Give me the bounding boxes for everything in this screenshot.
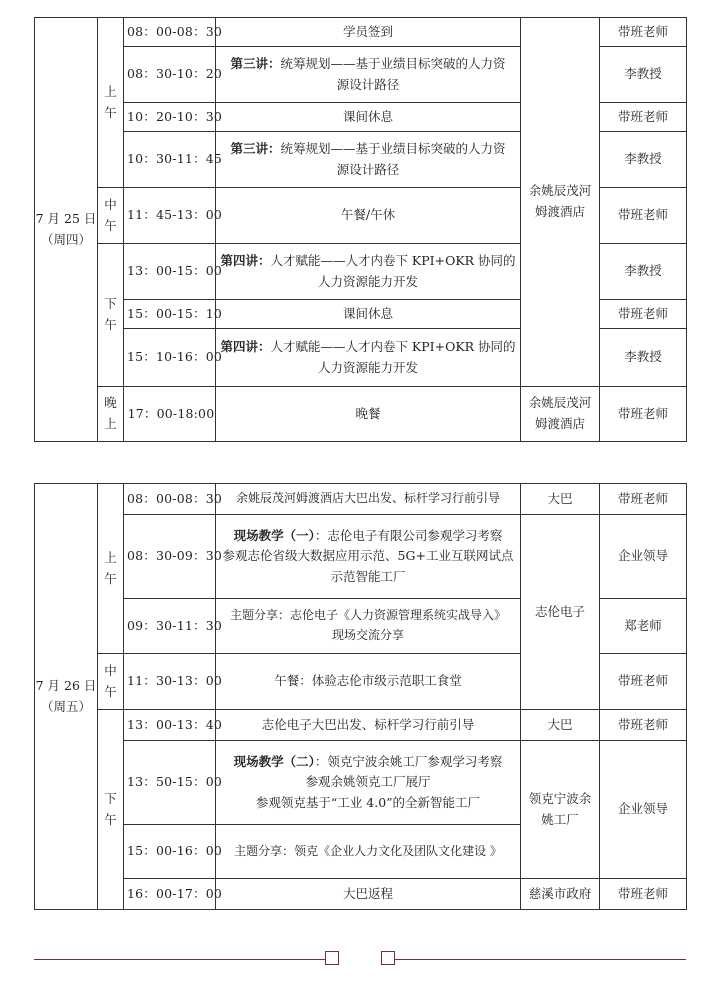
- time-cell: 15：00-15：10: [124, 300, 216, 329]
- schedule-table-day1: [34, 17, 687, 442]
- date-cell: 7 月 25 日 （周四）: [35, 18, 98, 442]
- time-cell: 11：30-13：00: [124, 654, 216, 710]
- segment-morning: 上 午: [98, 18, 124, 188]
- teacher-cell: 带班老师: [600, 300, 687, 329]
- time-cell: 08：30-10：20: [124, 47, 216, 103]
- teacher-cell: 带班老师: [600, 387, 687, 442]
- segment-afternoon: 下 午: [98, 244, 124, 387]
- content-cell: 课间休息: [216, 103, 521, 132]
- content-cell: 午餐/午休: [216, 188, 521, 244]
- time-cell: 09：30-11：30: [124, 599, 216, 654]
- location-cell: 慈溪市政府: [521, 879, 600, 910]
- teacher-cell: 带班老师: [600, 484, 687, 515]
- time-cell: 17：00-18:00: [124, 387, 216, 442]
- footer-line-left: [34, 959, 325, 960]
- teacher-cell: 李教授: [600, 244, 687, 300]
- teacher-cell: 李教授: [600, 47, 687, 103]
- content-cell: 晚餐: [216, 387, 521, 442]
- date-cell: 7 月 26 日 （周五）: [35, 484, 98, 910]
- schedule-table-day2: [34, 483, 687, 910]
- teacher-cell: 带班老师: [600, 654, 687, 710]
- location-cell: 大巴: [521, 710, 600, 741]
- segment-noon: 中 午: [98, 654, 124, 710]
- content-cell: 课间休息: [216, 300, 521, 329]
- teacher-cell: 带班老师: [600, 879, 687, 910]
- content-cell: 学员签到: [216, 18, 521, 47]
- footer-divider: [34, 959, 686, 960]
- time-cell: 08：30-09：30: [124, 515, 216, 599]
- content-cell: 主题分享：志伦电子《人力资源管理系统实战导入》 现场交流分享: [216, 599, 521, 654]
- content-cell: 午餐：体验志伦市级示范职工食堂: [216, 654, 521, 710]
- time-cell: 08：00-08：30: [124, 18, 216, 47]
- location-cell: 志伦电子: [521, 515, 600, 710]
- content-cell: 第三讲：统筹规划——基于业绩目标突破的人力资 源设计路径: [216, 132, 521, 188]
- segment-morning: 上 午: [98, 484, 124, 654]
- location-cell: 余姚辰茂河 姆渡酒店: [521, 387, 600, 442]
- time-cell: 13：50-15：00: [124, 741, 216, 825]
- content-cell: 现场教学（一）：志伦电子有限公司参观学习考察 参观志伦省级大数据应用示范、5G+工业互联网试点 示范智能工厂: [216, 515, 521, 599]
- teacher-cell: 带班老师: [600, 18, 687, 47]
- teacher-cell: 企业领导: [600, 741, 687, 879]
- segment-evening: 晚 上: [98, 387, 124, 442]
- teacher-cell: 企业领导: [600, 515, 687, 599]
- content-cell: 主题分享：领克《企业人力文化及团队文化建设 》: [216, 825, 521, 879]
- teacher-cell: 带班老师: [600, 710, 687, 741]
- time-cell: 13：00-15：00: [124, 244, 216, 300]
- teacher-cell: 带班老师: [600, 188, 687, 244]
- content-cell: 第四讲：人才赋能——人才内卷下 KPI+OKR 协同的 人力资源能力开发: [216, 244, 521, 300]
- content-cell: 志伦电子大巴出发、标杆学习行前引导: [216, 710, 521, 741]
- time-cell: 11：45-13：00: [124, 188, 216, 244]
- teacher-cell: 带班老师: [600, 103, 687, 132]
- content-cell: 余姚辰茂河姆渡酒店大巴出发、标杆学习行前引导: [216, 484, 521, 515]
- time-cell: 15：10-16：00: [124, 329, 216, 387]
- segment-noon: 中 午: [98, 188, 124, 244]
- time-cell: 10：30-11：45: [124, 132, 216, 188]
- location-cell: 余姚辰茂河 姆渡酒店: [521, 18, 600, 387]
- content-cell: 第三讲：统筹规划——基于业绩目标突破的人力资 源设计路径: [216, 47, 521, 103]
- time-cell: 13：00-13：40: [124, 710, 216, 741]
- time-cell: 15：00-16：00: [124, 825, 216, 879]
- teacher-cell: 李教授: [600, 329, 687, 387]
- footer-square-left: [325, 951, 339, 965]
- location-cell: 大巴: [521, 484, 600, 515]
- teacher-cell: 郑老师: [600, 599, 687, 654]
- location-cell: 领克宁波余 姚工厂: [521, 741, 600, 879]
- content-cell: 大巴返程: [216, 879, 521, 910]
- content-cell: 第四讲：人才赋能——人才内卷下 KPI+OKR 协同的 人力资源能力开发: [216, 329, 521, 387]
- time-cell: 16：00-17：00: [124, 879, 216, 910]
- teacher-cell: 李教授: [600, 132, 687, 188]
- footer-line-right: [395, 959, 686, 960]
- time-cell: 10：20-10：30: [124, 103, 216, 132]
- time-cell: 08：00-08：30: [124, 484, 216, 515]
- content-cell: 现场教学（二）：领克宁波余姚工厂参观学习考察 参观余姚领克工厂展厅 参观领克基于“工业 4.0”的全新智能工厂: [216, 741, 521, 825]
- segment-afternoon: 下 午: [98, 710, 124, 910]
- footer-square-right: [381, 951, 395, 965]
